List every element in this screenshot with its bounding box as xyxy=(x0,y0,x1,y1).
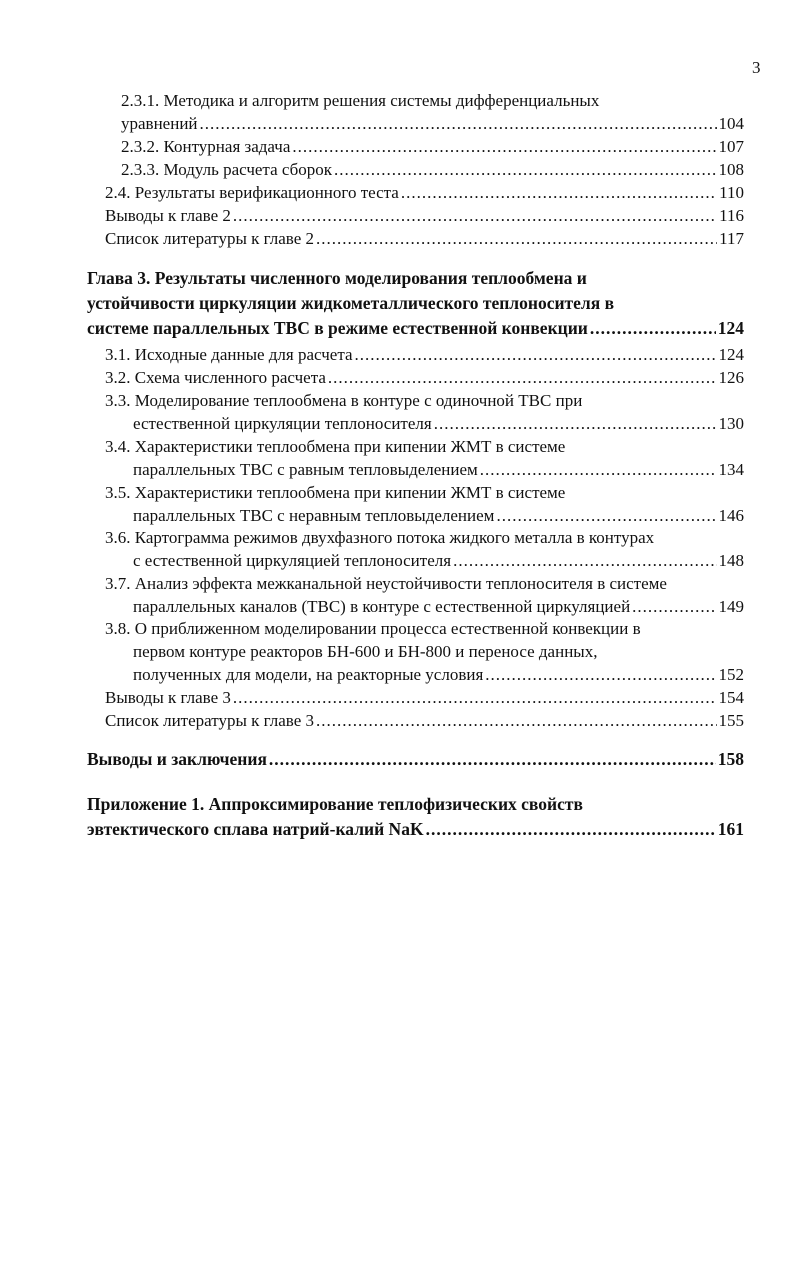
toc-entry-3-8 xyxy=(133,664,744,686)
toc-entry-3-2-title: 3.2. Схема численного расчета xyxy=(105,368,326,387)
toc-chapter-3 xyxy=(87,317,744,339)
dot-leader xyxy=(233,687,717,709)
toc-entry-3-5-line2: параллельных ТВС с неравным тепловыделением xyxy=(133,506,495,525)
dot-leader xyxy=(292,136,716,158)
toc-entry-2-3-3 xyxy=(121,159,744,181)
dot-leader xyxy=(590,317,716,339)
toc-entry-2-3-2-title: 2.3.2. Контурная задача xyxy=(121,137,291,156)
toc-entry-3-8-line1: 3.8. О приближенном моделировании процесса естественной конвекции в xyxy=(105,619,641,638)
toc-chapter-3-line3: системе параллельных ТВС в режиме естественной конвекции xyxy=(87,318,588,338)
toc-entry-3-1 xyxy=(105,344,744,366)
toc-entry-3-3 xyxy=(133,413,744,435)
toc-conclusions-final-title: Выводы и заключения xyxy=(87,749,267,769)
toc-entry-references-2-page: 117 xyxy=(719,229,744,248)
dot-leader xyxy=(434,413,717,435)
toc-entry-2-4 xyxy=(105,182,744,204)
toc-entry-3-3-page: 130 xyxy=(718,414,744,433)
toc-entry-2-3-3-page: 108 xyxy=(718,160,744,179)
toc-entry-2-3-2-page: 107 xyxy=(718,137,744,156)
toc-entry-2-3-1-page: 104 xyxy=(718,114,744,133)
toc-entry-3-6-page: 148 xyxy=(718,551,744,570)
toc-entry-2-4-title: 2.4. Результаты верификационного теста xyxy=(105,183,399,202)
toc-entry-3-8-line3: полученных для модели, на реакторные условия xyxy=(133,665,484,684)
toc-entry-2-3-2 xyxy=(121,136,744,158)
toc-conclusions-final xyxy=(87,748,744,770)
toc-entry-3-7-page: 149 xyxy=(718,597,744,616)
toc-entry-references-2 xyxy=(105,228,744,250)
dot-leader xyxy=(426,818,716,840)
toc-entry-3-5-line1: 3.5. Характеристики теплообмена при кипении ЖМТ в системе xyxy=(105,483,566,502)
toc-entry-conclusions-2 xyxy=(105,205,744,227)
toc-entry-references-3-page: 155 xyxy=(718,711,744,730)
toc-entry-3-1-page: 124 xyxy=(718,345,744,364)
toc-entry-3-4-line1: 3.4. Характеристики теплообмена при кипении ЖМТ в системе xyxy=(105,437,566,456)
dot-leader xyxy=(632,596,716,618)
dot-leader xyxy=(328,367,717,389)
toc-entry-3-5-page: 146 xyxy=(718,506,744,525)
toc-entry-3-6 xyxy=(133,550,744,572)
dot-leader xyxy=(480,459,717,481)
dot-leader xyxy=(401,182,717,204)
toc-entry-3-4-page: 134 xyxy=(718,460,744,479)
toc-entry-2-3-3-title: 2.3.3. Модуль расчета сборок xyxy=(121,160,333,179)
toc-chapter-3-line2: устойчивости циркуляции жидкометаллического теплоносителя в xyxy=(87,293,615,313)
toc-entry-conclusions-3-page: 154 xyxy=(718,688,744,707)
toc-entry-3-4 xyxy=(133,459,744,481)
toc-entry-3-8-line2: первом контуре реакторов БН-600 и БН-800 и переносе данных, xyxy=(133,642,598,661)
toc-entry-3-1-title: 3.1. Исходные данные для расчета xyxy=(105,345,353,364)
dot-leader xyxy=(453,550,716,572)
toc-entry-conclusions-2-title: Выводы к главе 2 xyxy=(105,206,231,225)
toc-conclusions-final-page: 158 xyxy=(717,749,744,769)
toc-entry-3-6-line2: с естественной циркуляцией теплоносителя xyxy=(133,551,452,570)
toc-entry-3-7-line2: параллельных каналов (ТВС) в контуре с естественной циркуляцией xyxy=(133,597,631,616)
page-number: 3 xyxy=(752,58,761,77)
toc-entry-3-7 xyxy=(133,596,744,618)
toc-entry-2-3-1 xyxy=(121,113,744,135)
toc-entry-conclusions-2-page: 116 xyxy=(719,206,744,225)
toc-appendix-1-line2: эвтектического сплава натрий-калий NaK xyxy=(87,819,424,839)
toc-entry-2-3-1-line2: уравнений xyxy=(121,114,198,133)
toc-chapter-3-line1: Глава 3. Результаты численного моделирования теплообмена и xyxy=(87,268,587,288)
dot-leader xyxy=(355,344,717,366)
toc-entry-conclusions-3 xyxy=(105,687,744,709)
dot-leader xyxy=(269,748,716,770)
toc-appendix-1-page: 161 xyxy=(717,819,744,839)
toc-appendix-1-line1: Приложение 1. Аппроксимирование теплофизических свойств xyxy=(87,794,583,814)
toc-entry-3-2-page: 126 xyxy=(718,368,744,387)
toc-entry-3-5 xyxy=(133,505,744,527)
toc-entry-conclusions-3-title: Выводы к главе 3 xyxy=(105,688,231,707)
dot-leader xyxy=(316,228,717,250)
dot-leader xyxy=(316,710,717,732)
toc-entry-3-7-line1: 3.7. Анализ эффекта межканальной неустойчивости теплоносителя в системе xyxy=(105,574,667,593)
toc-entry-references-2-title: Список литературы к главе 2 xyxy=(105,229,314,248)
toc-entry-3-4-line2: параллельных ТВС с равным тепловыделением xyxy=(133,460,478,479)
dot-leader xyxy=(233,205,717,227)
toc-entry-3-3-line1: 3.3. Моделирование теплообмена в контуре с одиночной ТВС при xyxy=(105,391,583,410)
dot-leader xyxy=(334,159,716,181)
toc-entry-3-6-line1: 3.6. Картограмма режимов двухфазного потока жидкого металла в контурах xyxy=(105,528,655,547)
toc-entry-3-2 xyxy=(105,367,744,389)
toc-chapter-3-page: 124 xyxy=(717,318,744,338)
toc-entry-3-3-line2: естественной циркуляции теплоносителя xyxy=(133,414,432,433)
toc-entry-3-8-page: 152 xyxy=(718,665,744,684)
toc-appendix-1 xyxy=(87,818,744,840)
dot-leader xyxy=(485,664,716,686)
toc-entry-2-4-page: 110 xyxy=(719,183,744,202)
dot-leader xyxy=(496,505,716,527)
toc-entry-references-3-title: Список литературы к главе 3 xyxy=(105,711,314,730)
dot-leader xyxy=(200,113,717,135)
toc-entry-references-3 xyxy=(105,710,744,732)
toc-entry-2-3-1-line1: 2.3.1. Методика и алгоритм решения системы дифференциальных xyxy=(121,91,600,110)
